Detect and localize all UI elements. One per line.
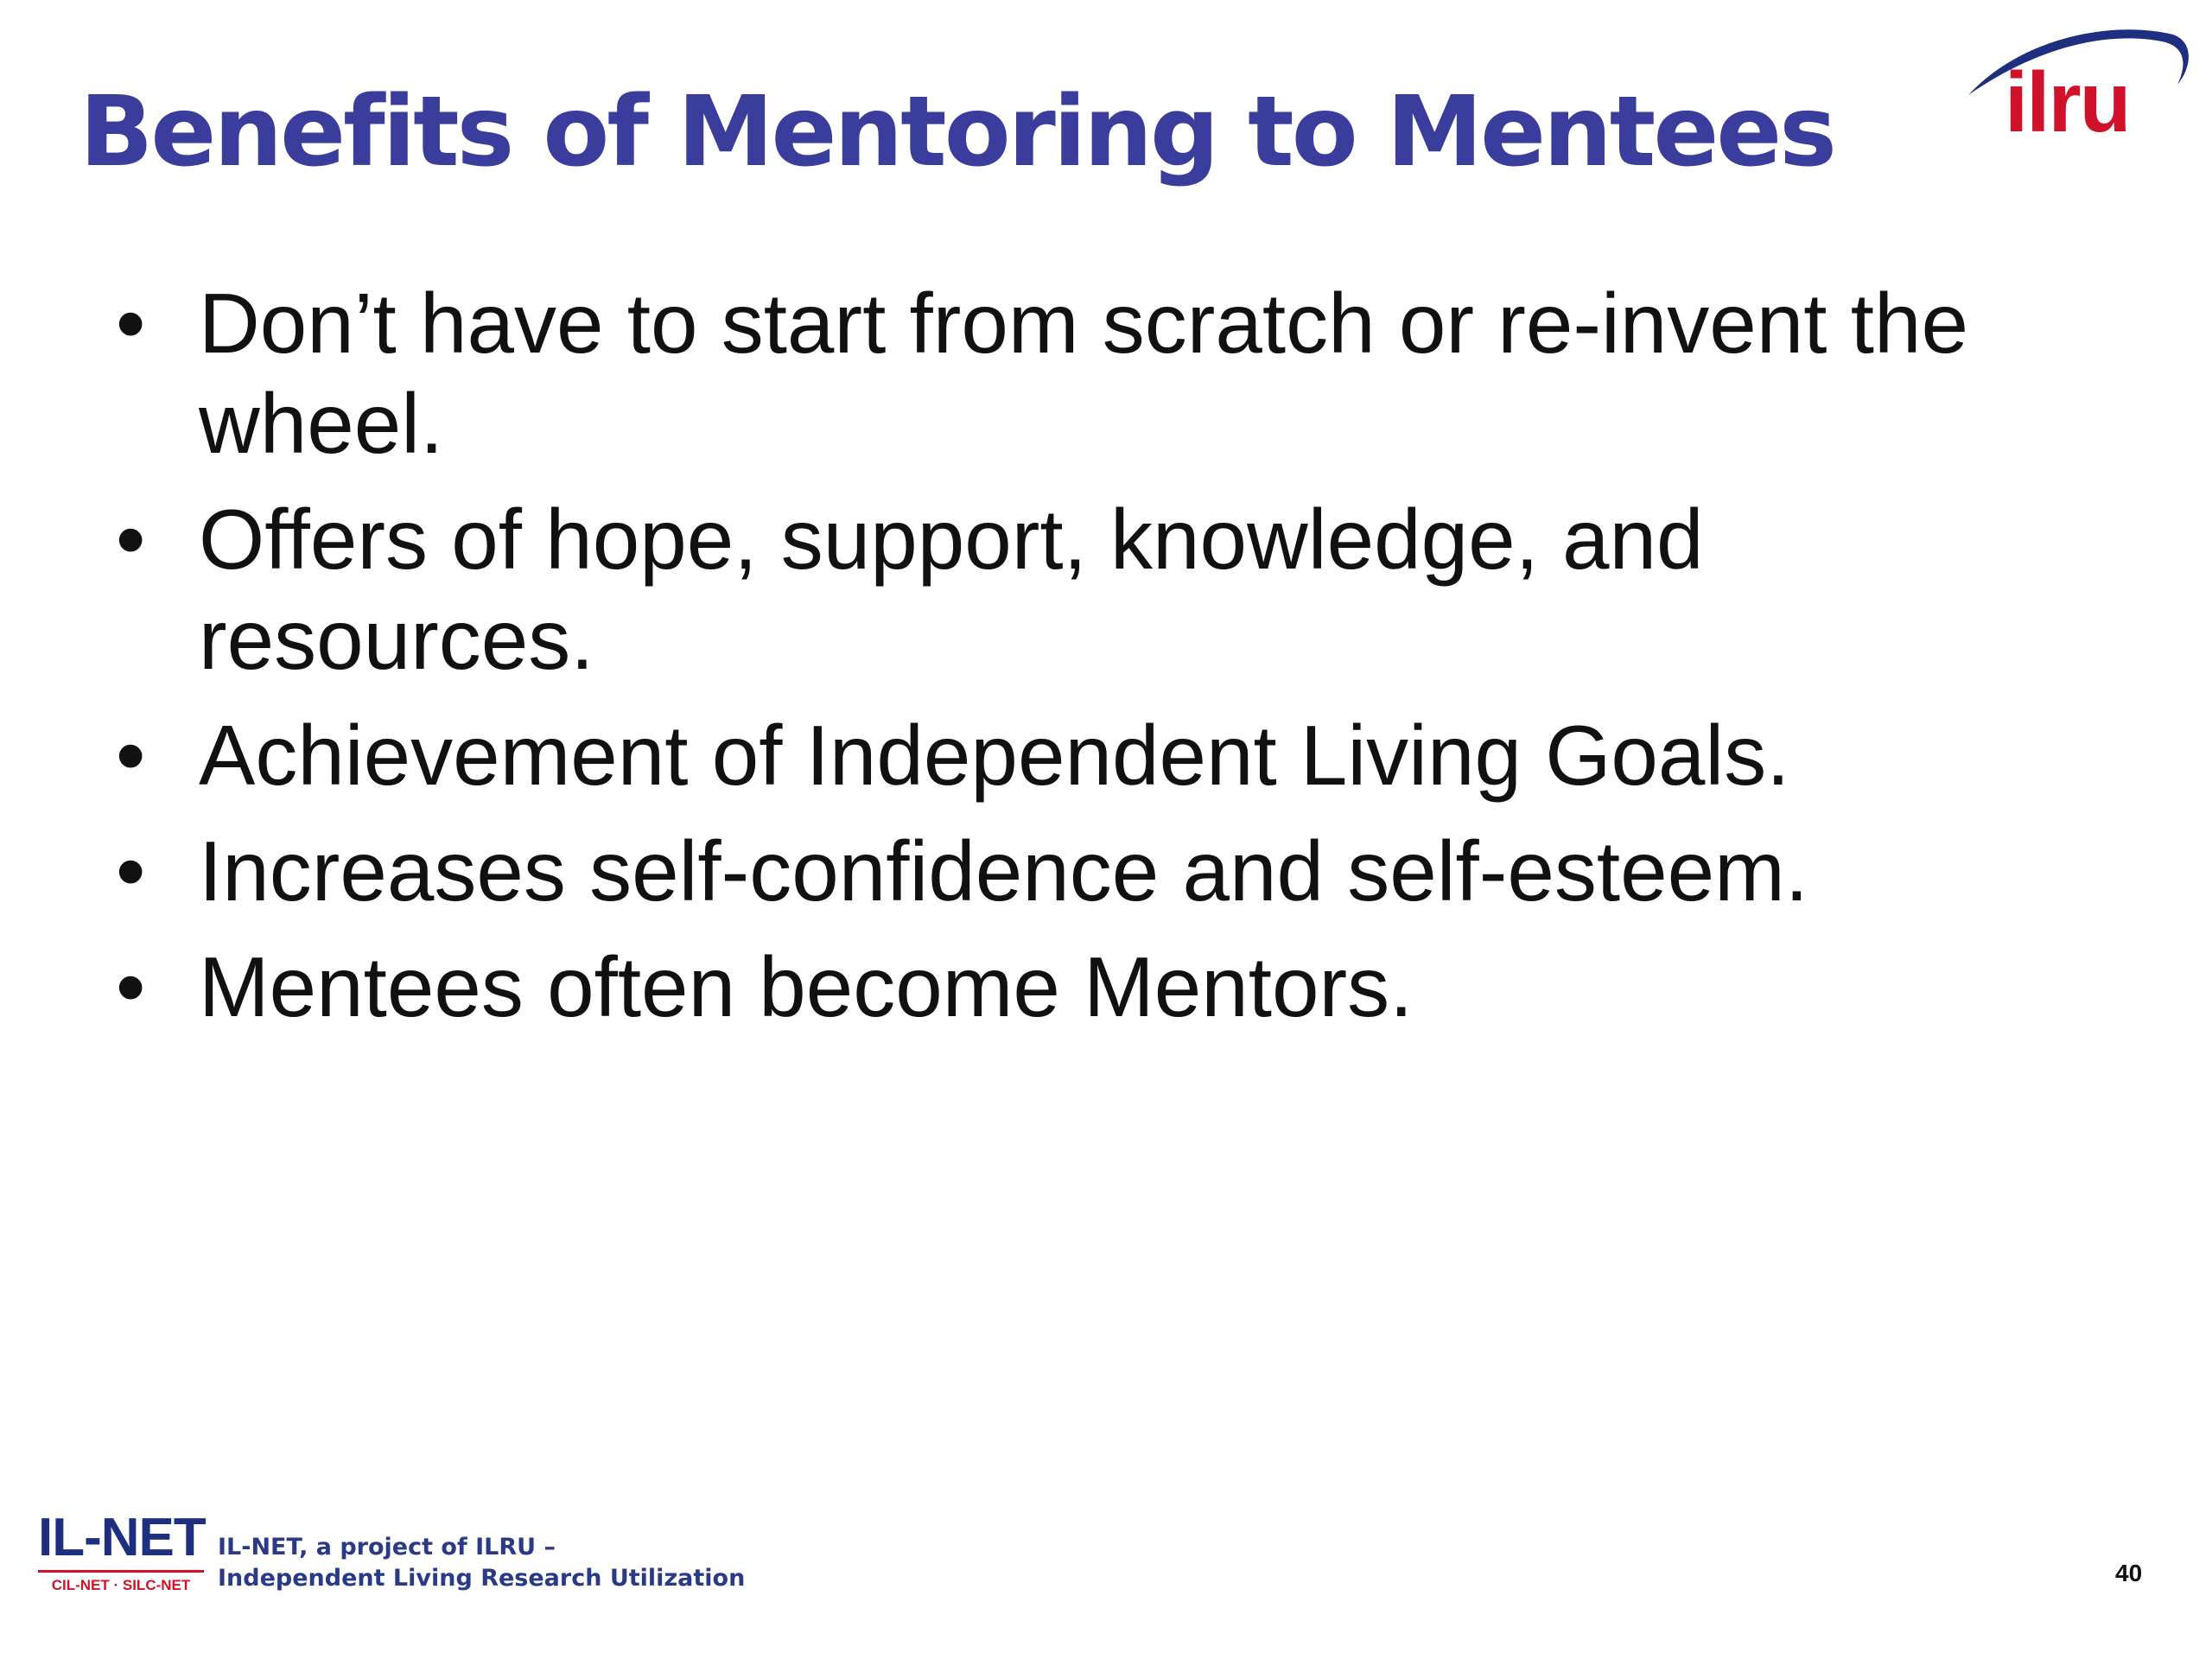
bullet-text: Offers of hope, support, knowledge, and resources.	[199, 492, 1704, 687]
ilru-logo	[1961, 16, 2195, 145]
bullet-list	[112, 273, 2100, 1052]
bullet-dot: •	[116, 939, 146, 1034]
bullet-item	[112, 489, 2100, 690]
ilnet-logo	[38, 1508, 245, 1595]
slide-title: Benefits of Mentoring to Mentees	[79, 76, 1834, 188]
footer-credit-line-2: Independent Living Research Utilization	[218, 1565, 746, 1592]
bullet-dot: •	[116, 492, 146, 587]
bullet-item	[112, 705, 2100, 805]
ilnet-logo-rule	[38, 1570, 204, 1573]
ilnet-logo-subtitle: CIL-NET · SILC-NET	[51, 1577, 191, 1593]
bullet-text: Don’t have to start from scratch or re-invent the wheel.	[199, 276, 1968, 471]
page-number: 40	[2115, 1560, 2143, 1586]
bullet-text: Mentees often become Mentors.	[199, 939, 1414, 1034]
ilnet-logo-name: IL-NET	[38, 1508, 206, 1567]
footer-credit-line-1: IL-NET, a project of ILRU –	[218, 1534, 556, 1560]
bullet-item	[112, 937, 2100, 1037]
ilru-logo-text: ilru	[2005, 54, 2130, 145]
bullet-text: Achievement of Independent Living Goals.	[199, 708, 1790, 803]
bullet-dot: •	[116, 708, 146, 803]
bullet-dot: •	[116, 823, 146, 918]
bullet-item	[112, 821, 2100, 921]
bullet-item	[112, 273, 2100, 474]
footer-credit	[218, 1532, 745, 1594]
bullet-text: Increases self-confidence and self-esteem.	[199, 823, 1808, 918]
bullet-dot: •	[116, 276, 146, 371]
